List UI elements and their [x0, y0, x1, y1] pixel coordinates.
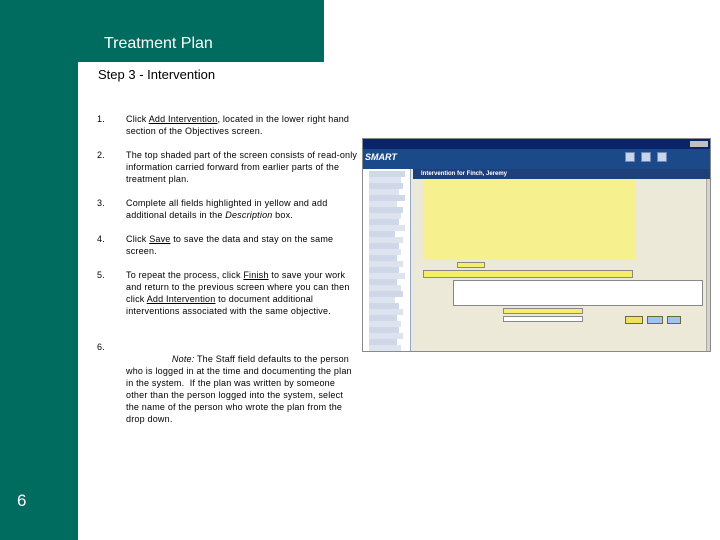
step-number: 2.: [97, 150, 105, 160]
window-titlebar: [363, 139, 710, 149]
step-text-run: To repeat the process, click: [126, 270, 244, 280]
step-text-run: The Staff field defaults to the person who is logged in at the time and documenting the plan in the system. If the plan was written by someone other than the person logged into the system, select the name of the person who wrote the plan from the drop down.: [126, 354, 355, 424]
panel-scrollbar: [706, 179, 711, 352]
description-box: [453, 280, 703, 306]
slide-subtitle: Step 3 - Intervention: [98, 67, 216, 82]
application-screenshot: [362, 138, 711, 352]
step-number: 1.: [97, 114, 105, 124]
next-button: [667, 316, 681, 324]
add-intervention-link: Add Intervention: [148, 114, 218, 124]
panel-title: Intervention for Finch, Jeremy: [413, 169, 711, 179]
toolbar-icon: [641, 152, 651, 162]
step-number: 5.: [97, 270, 105, 280]
step-text-run: [142, 354, 172, 364]
step-text: [126, 197, 358, 221]
step-number: 3.: [97, 198, 105, 208]
step-text: [126, 341, 358, 437]
step-number: 6.: [97, 342, 105, 352]
step-text-run: , located in the lower right hand section of the Objectives screen.: [126, 114, 350, 136]
app-main-panel: [413, 169, 711, 352]
staff-select: [503, 316, 583, 322]
number-field: [457, 262, 485, 268]
step-text-run: The top shaded part of the screen consists of read-only information carried forward from earlier parts of the treatment plan.: [126, 150, 358, 184]
finish-button: [625, 316, 643, 324]
toolbar-icon: [657, 152, 667, 162]
save-button: [647, 316, 663, 324]
save-link: Save: [149, 234, 171, 244]
finish-link: Finish: [243, 270, 269, 280]
read-only-section: [423, 179, 635, 259]
window-controls: [690, 141, 708, 147]
page-number: 6: [17, 491, 27, 510]
description-term: Description: [225, 210, 273, 220]
step-text: [126, 269, 358, 317]
slide-title: Treatment Plan: [104, 35, 213, 52]
step-text: [126, 113, 358, 137]
note-label: Note:: [171, 354, 195, 364]
left-accent-band: [0, 0, 78, 540]
step-text-run: to save the data and stay on the same screen.: [126, 234, 334, 256]
step-text-run: to save your work and return to the previous screen where you can then click: [126, 270, 350, 304]
step-text: [126, 233, 358, 257]
step-text-run: Click: [126, 114, 149, 124]
intervention-status-select: [503, 308, 583, 314]
app-logo: SMART: [365, 152, 397, 162]
step-number: 4.: [97, 234, 105, 244]
step-text-run: to document additional interventions associated with the same objective.: [126, 294, 331, 316]
step-text-run: Complete all fields highlighted in yellow and add additional details in the: [126, 198, 328, 220]
step-text-run: Click: [126, 234, 150, 244]
app-sidebar: [363, 169, 411, 352]
step-text: [126, 149, 358, 185]
app-header: [363, 149, 710, 169]
add-intervention-link: Add Intervention: [146, 294, 216, 304]
step-text-run: box.: [272, 210, 293, 220]
intervention-field: [423, 270, 633, 278]
toolbar-icon: [625, 152, 635, 162]
